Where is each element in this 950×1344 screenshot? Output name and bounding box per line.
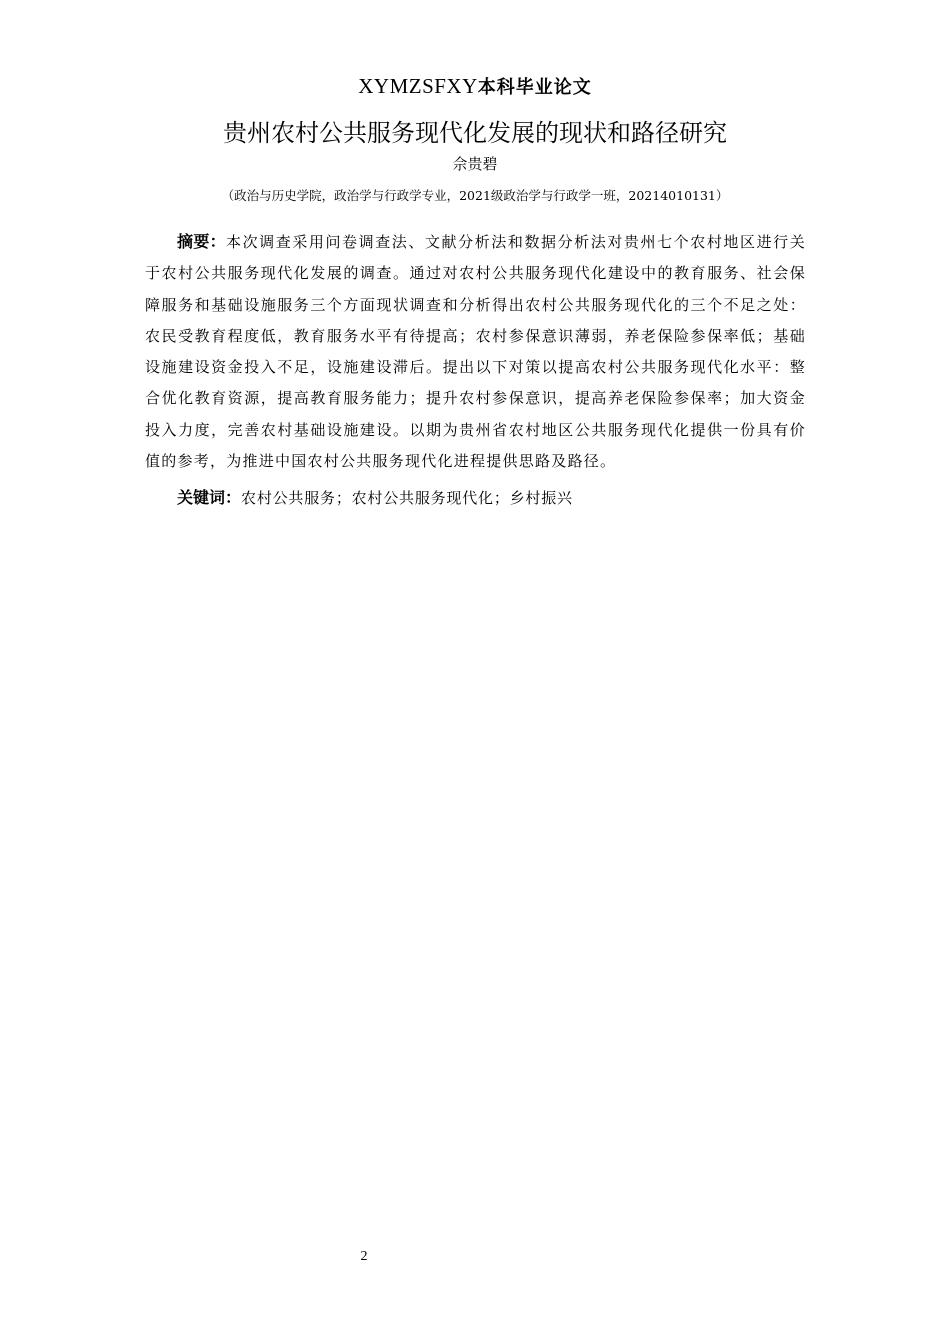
paper-author: 佘贵碧 xyxy=(452,155,498,173)
keywords-paragraph xyxy=(177,482,806,514)
abstract-paragraph xyxy=(145,226,806,477)
running-header xyxy=(0,72,950,102)
header-label: 本科毕业论文 xyxy=(477,77,592,98)
paper-title: 贵州农村公共服务现代化发展的现状和路径研究 xyxy=(223,119,727,147)
keywords-label: 关键词： xyxy=(177,488,242,507)
paper-affiliation: （政治与历史学院，政治学与行政学专业，2021级政治学与行政学一班，20214010131） xyxy=(221,188,729,203)
header-code: XYMZSFXY xyxy=(358,74,478,98)
keywords-text: 农村公共服务；农村公共服务现代化；乡村振兴 xyxy=(241,489,573,507)
abstract-label: 摘要： xyxy=(177,232,226,251)
page-number: 2 xyxy=(360,1249,368,1264)
abstract-text: 本次调查采用问卷调查法、文献分析法和数据分析法对贵州七个农村地区进行关于农村公共服务现代化发展的调查。通过对农村公共服务现代化建设中的教育服务、社会保障服务和基础设施服务三个方面现状调查和分析得出农村公共服务现代化的三个不足之处：农民受教育程度低，教育服务水平有待提高；农村参保意识薄弱，养老保险参保率低；基础设施建设资金投入不足，设施建设滞后。提出以下对策以提高农村公共服务现代化水平：整合优化教育资源，提高教育服务能力；提升农村参保意识，提高养老保险参保率；加大资金投入力度，完善农村基础设施建设。以期为贵州省农村地区公共服务现代化提供一份具有价值的参考，为推进中国农村公共服务现代化进程提供思路及路径。 xyxy=(145,233,806,471)
